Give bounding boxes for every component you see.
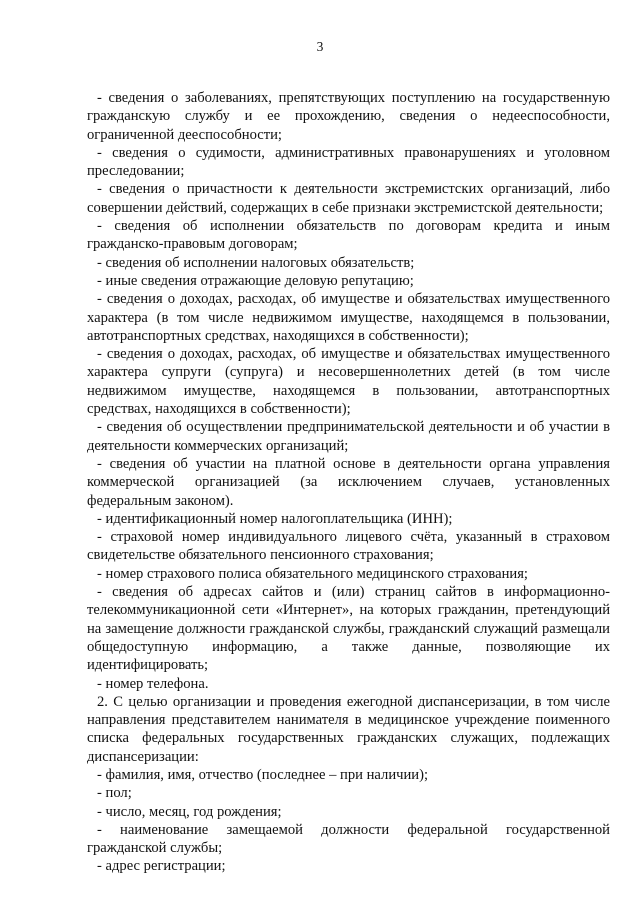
- paragraph: - число, месяц, год рождения;: [97, 803, 282, 820]
- paragraph: - страховой номер индивидуального лицевого счёта, указанный в страховом свидетельстве обязательного пенсионного страхования;: [87, 529, 610, 564]
- paragraph: - сведения о доходах, расходах, об имуществе и обязательствах имущественного характера супруги (супруга) и несовершеннолетних детей (в том числе недвижимом имуществе, находящемся в пользовании, автотранспортных средствах, находящихся в собственности);: [87, 346, 610, 418]
- paragraph: - иные сведения отражающие деловую репутацию;: [97, 272, 414, 289]
- paragraph: 2. С целью организации и проведения ежегодной диспансеризации, в том числе направления представителем нанимателя в медицинское учреждение поименного списка федеральных государственных гражданских служащих, подлежащих диспансеризации:: [87, 693, 610, 765]
- page-number: 3: [316, 39, 324, 54]
- paragraph: - наименование замещаемой должности федеральной государственной гражданской службы;: [87, 821, 610, 857]
- paragraph: - номер телефона.: [97, 675, 209, 692]
- paragraph: - адрес регистрации;: [97, 858, 226, 875]
- paragraph: - сведения о доходах, расходах, об имуществе и обязательствах имущественного характера (в том числе недвижимом имуществе, находящемся в пользовании, автотранспортных средствах, находящихся в собственности);: [87, 291, 610, 344]
- paragraph: - сведения о судимости, административных правонарушениях и уголовном преследовании;: [87, 144, 610, 180]
- paragraph: - сведения об исполнении налоговых обязательств;: [97, 254, 415, 271]
- paragraph: - сведения об адресах сайтов и (или) страниц сайтов в информационно-телекоммуникационной сети «Интернет», на которых гражданин, претендующий на замещение должности гражданской службы, гражданский служащий размещали общедоступную информацию, а также данные, позволяющие их идентифицировать;: [87, 584, 610, 674]
- paragraph: - пол;: [97, 785, 132, 802]
- paragraph: - сведения об осуществлении предпринимательской деятельности и об участии в деятельности коммерческих организаций;: [87, 419, 610, 454]
- paragraph: - идентификационный номер налогоплательщика (ИНН);: [97, 510, 453, 527]
- paragraph: - сведения об исполнении обязательств по договорам кредита и иным гражданско-правовым договорам;: [87, 218, 610, 253]
- paragraph: - номер страхового полиса обязательного медицинского страхования;: [97, 565, 528, 582]
- document-body: [87, 89, 610, 876]
- paragraph: - сведения об участии на платной основе в деятельности органа управления коммерческой организацией (за исключением случаев, установленных федеральным законом).: [87, 455, 610, 509]
- paragraph: - фамилия, имя, отчество (последнее – при наличии);: [97, 766, 429, 783]
- paragraph: - сведения о заболеваниях, препятствующих поступлению на государственную гражданскую службу и ее прохождению, сведения о недееспособности, ограниченной дееспособности;: [87, 90, 610, 143]
- paragraph: - сведения о причастности к деятельности экстремистских организаций, либо совершении действий, содержащих в себе признаки экстремистской деятельности;: [87, 181, 610, 216]
